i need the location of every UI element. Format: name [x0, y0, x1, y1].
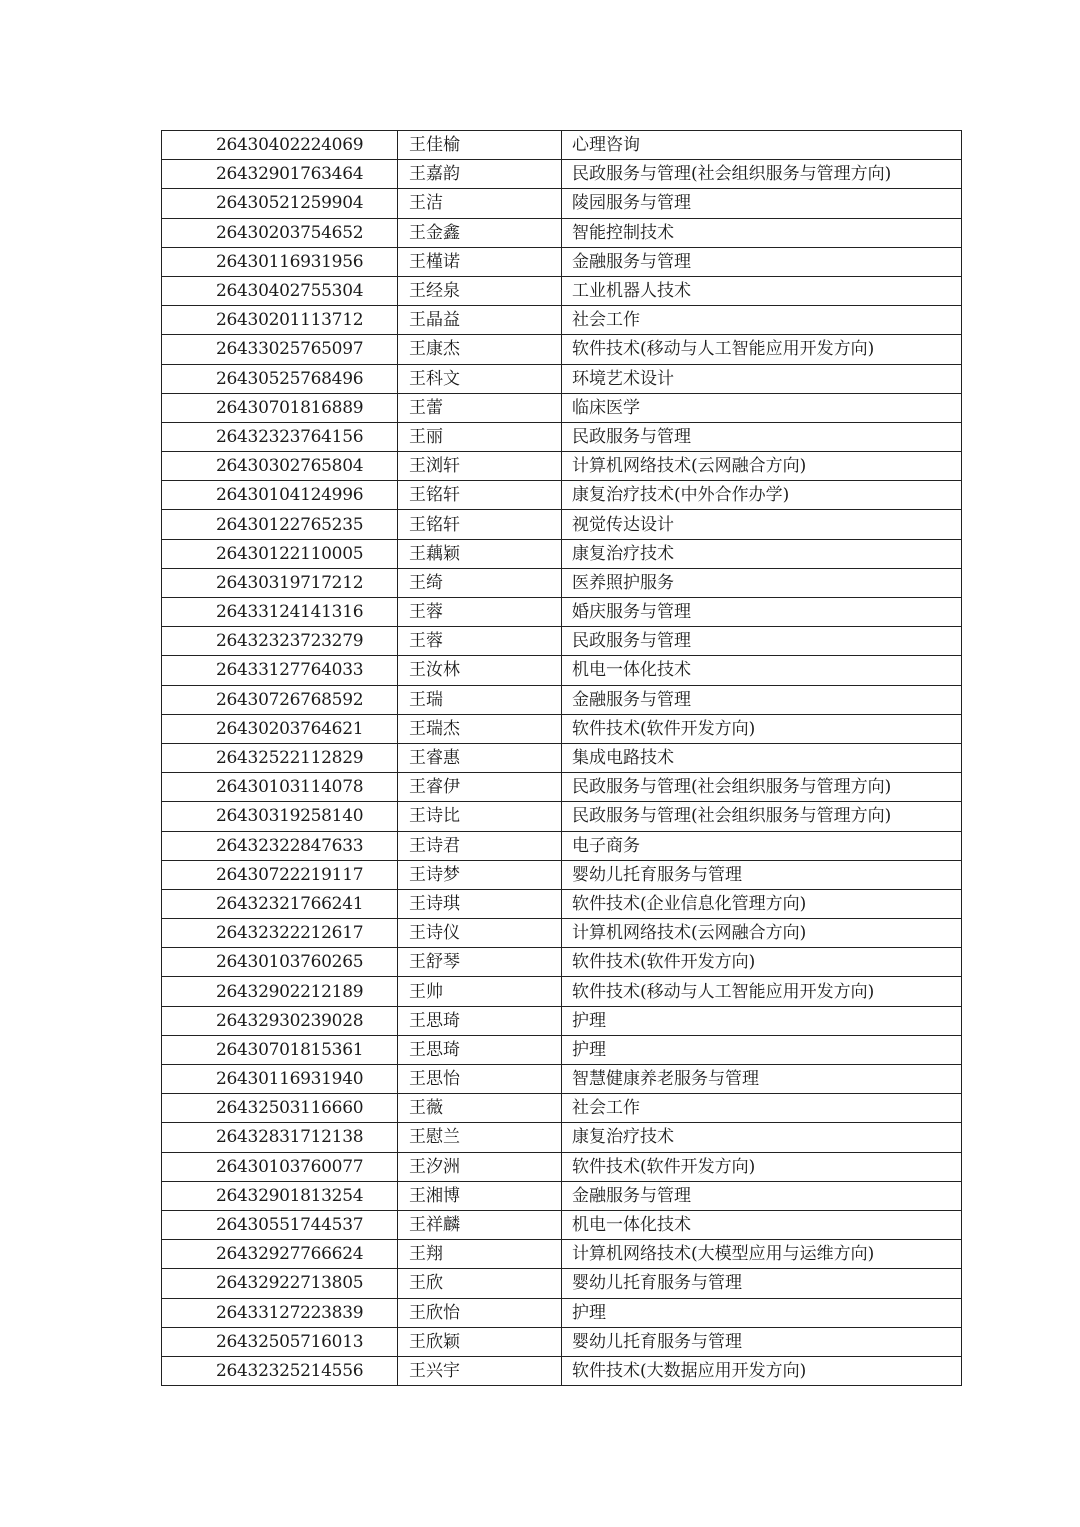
- student-name-cell: 王欣怡: [398, 1298, 562, 1327]
- exam-number-cell: 26430722219117: [162, 860, 398, 889]
- table-row: [162, 773, 962, 802]
- student-name-cell: 王嘉韵: [398, 160, 562, 189]
- major-cell: 民政服务与管理: [562, 627, 962, 656]
- table-row: [162, 1356, 962, 1385]
- student-name-cell: 王瑞杰: [398, 714, 562, 743]
- table-row: [162, 1210, 962, 1239]
- table-row: [162, 160, 962, 189]
- table-row: [162, 539, 962, 568]
- major-cell: 护理: [562, 1006, 962, 1035]
- student-name-cell: 王蓉: [398, 627, 562, 656]
- major-cell: 康复治疗技术: [562, 539, 962, 568]
- student-name-cell: 王舒琴: [398, 948, 562, 977]
- exam-number-cell: 26430701815361: [162, 1035, 398, 1064]
- student-name-cell: 王睿伊: [398, 773, 562, 802]
- major-cell: 民政服务与管理(社会组织服务与管理方向): [562, 773, 962, 802]
- table-row: [162, 802, 962, 831]
- student-name-cell: 王思琦: [398, 1006, 562, 1035]
- student-name-cell: 王蕾: [398, 393, 562, 422]
- exam-number-cell: 26432930239028: [162, 1006, 398, 1035]
- table-row: [162, 510, 962, 539]
- table-row: [162, 1298, 962, 1327]
- exam-number-cell: 26430116931940: [162, 1065, 398, 1094]
- major-cell: 环境艺术设计: [562, 364, 962, 393]
- major-cell: 康复治疗技术: [562, 1123, 962, 1152]
- exam-number-cell: 26430525768496: [162, 364, 398, 393]
- exam-number-cell: 26430122765235: [162, 510, 398, 539]
- student-name-cell: 王祥麟: [398, 1210, 562, 1239]
- table-row: [162, 218, 962, 247]
- student-name-cell: 王睿惠: [398, 743, 562, 772]
- exam-number-cell: 26430203764621: [162, 714, 398, 743]
- table-row: [162, 948, 962, 977]
- exam-number-cell: 26432322212617: [162, 919, 398, 948]
- exam-number-cell: 26430319258140: [162, 802, 398, 831]
- exam-number-cell: 26430551744537: [162, 1210, 398, 1239]
- exam-number-cell: 26433124141316: [162, 598, 398, 627]
- major-cell: 机电一体化技术: [562, 1210, 962, 1239]
- student-name-cell: 王汐洲: [398, 1152, 562, 1181]
- exam-number-cell: 26432522112829: [162, 743, 398, 772]
- exam-number-cell: 26430122110005: [162, 539, 398, 568]
- student-name-cell: 王湘博: [398, 1181, 562, 1210]
- exam-number-cell: 26430103760077: [162, 1152, 398, 1181]
- table-row: [162, 364, 962, 393]
- major-cell: 工业机器人技术: [562, 276, 962, 305]
- major-cell: 集成电路技术: [562, 743, 962, 772]
- table-row: [162, 1327, 962, 1356]
- table-row: [162, 977, 962, 1006]
- student-name-cell: 王金鑫: [398, 218, 562, 247]
- student-name-cell: 王佳榆: [398, 131, 562, 160]
- student-name-cell: 王诗仪: [398, 919, 562, 948]
- table-row: [162, 189, 962, 218]
- student-name-cell: 王诗比: [398, 802, 562, 831]
- exam-number-cell: 26433127764033: [162, 656, 398, 685]
- table-row: [162, 452, 962, 481]
- major-cell: 婴幼儿托育服务与管理: [562, 1327, 962, 1356]
- exam-number-cell: 26430701816889: [162, 393, 398, 422]
- exam-number-cell: 26430103114078: [162, 773, 398, 802]
- student-name-cell: 王丽: [398, 422, 562, 451]
- table-row: [162, 743, 962, 772]
- student-name-cell: 王藕颖: [398, 539, 562, 568]
- exam-number-cell: 26430203754652: [162, 218, 398, 247]
- roster-table: [161, 130, 962, 1386]
- major-cell: 婴幼儿托育服务与管理: [562, 1269, 962, 1298]
- student-name-cell: 王科文: [398, 364, 562, 393]
- table-row: [162, 335, 962, 364]
- student-name-cell: 王晶益: [398, 306, 562, 335]
- student-name-cell: 王槿诺: [398, 247, 562, 276]
- major-cell: 护理: [562, 1035, 962, 1064]
- table-row: [162, 627, 962, 656]
- student-name-cell: 王汝林: [398, 656, 562, 685]
- exam-number-cell: 26432503116660: [162, 1094, 398, 1123]
- major-cell: 软件技术(软件开发方向): [562, 714, 962, 743]
- major-cell: 软件技术(软件开发方向): [562, 1152, 962, 1181]
- table-row: [162, 568, 962, 597]
- table-row: [162, 422, 962, 451]
- major-cell: 临床医学: [562, 393, 962, 422]
- major-cell: 护理: [562, 1298, 962, 1327]
- major-cell: 软件技术(移动与人工智能应用开发方向): [562, 977, 962, 1006]
- major-cell: 软件技术(企业信息化管理方向): [562, 889, 962, 918]
- table-row: [162, 1094, 962, 1123]
- table-row: [162, 1152, 962, 1181]
- major-cell: 陵园服务与管理: [562, 189, 962, 218]
- exam-number-cell: 26430103760265: [162, 948, 398, 977]
- major-cell: 康复治疗技术(中外合作办学): [562, 481, 962, 510]
- exam-number-cell: 26432831712138: [162, 1123, 398, 1152]
- table-row: [162, 131, 962, 160]
- student-name-cell: 王薇: [398, 1094, 562, 1123]
- table-row: [162, 714, 962, 743]
- exam-number-cell: 26432902212189: [162, 977, 398, 1006]
- table-row: [162, 276, 962, 305]
- exam-number-cell: 26432321766241: [162, 889, 398, 918]
- student-name-cell: 王铭轩: [398, 510, 562, 539]
- exam-number-cell: 26430116931956: [162, 247, 398, 276]
- student-name-cell: 王诗梦: [398, 860, 562, 889]
- student-name-cell: 王浏轩: [398, 452, 562, 481]
- student-name-cell: 王欣颖: [398, 1327, 562, 1356]
- major-cell: 视觉传达设计: [562, 510, 962, 539]
- exam-number-cell: 26430319717212: [162, 568, 398, 597]
- major-cell: 软件技术(大数据应用开发方向): [562, 1356, 962, 1385]
- major-cell: 计算机网络技术(大模型应用与运维方向): [562, 1240, 962, 1269]
- exam-number-cell: 26432901813254: [162, 1181, 398, 1210]
- table-row: [162, 1123, 962, 1152]
- table-row: [162, 919, 962, 948]
- student-name-cell: 王绮: [398, 568, 562, 597]
- major-cell: 民政服务与管理(社会组织服务与管理方向): [562, 160, 962, 189]
- exam-number-cell: 26432323723279: [162, 627, 398, 656]
- major-cell: 金融服务与管理: [562, 685, 962, 714]
- major-cell: 计算机网络技术(云网融合方向): [562, 919, 962, 948]
- exam-number-cell: 26430402224069: [162, 131, 398, 160]
- major-cell: 软件技术(软件开发方向): [562, 948, 962, 977]
- exam-number-cell: 26433025765097: [162, 335, 398, 364]
- major-cell: 计算机网络技术(云网融合方向): [562, 452, 962, 481]
- exam-number-cell: 26432323764156: [162, 422, 398, 451]
- table-row: [162, 1006, 962, 1035]
- major-cell: 软件技术(移动与人工智能应用开发方向): [562, 335, 962, 364]
- table-row: [162, 1065, 962, 1094]
- exam-number-cell: 26430726768592: [162, 685, 398, 714]
- major-cell: 智能控制技术: [562, 218, 962, 247]
- student-name-cell: 王翔: [398, 1240, 562, 1269]
- table-row: [162, 247, 962, 276]
- table-row: [162, 656, 962, 685]
- major-cell: 智慧健康养老服务与管理: [562, 1065, 962, 1094]
- exam-number-cell: 26430302765804: [162, 452, 398, 481]
- major-cell: 社会工作: [562, 1094, 962, 1123]
- table-row: [162, 306, 962, 335]
- major-cell: 电子商务: [562, 831, 962, 860]
- student-name-cell: 王兴宇: [398, 1356, 562, 1385]
- table-row: [162, 1269, 962, 1298]
- major-cell: 民政服务与管理(社会组织服务与管理方向): [562, 802, 962, 831]
- table-row: [162, 481, 962, 510]
- student-name-cell: 王思怡: [398, 1065, 562, 1094]
- roster-table-body: [162, 131, 962, 1386]
- table-row: [162, 393, 962, 422]
- major-cell: 金融服务与管理: [562, 1181, 962, 1210]
- exam-number-cell: 26432922713805: [162, 1269, 398, 1298]
- exam-number-cell: 26432505716013: [162, 1327, 398, 1356]
- exam-number-cell: 26432325214556: [162, 1356, 398, 1385]
- table-row: [162, 598, 962, 627]
- student-name-cell: 王欣: [398, 1269, 562, 1298]
- student-name-cell: 王慰兰: [398, 1123, 562, 1152]
- student-name-cell: 王帅: [398, 977, 562, 1006]
- major-cell: 机电一体化技术: [562, 656, 962, 685]
- student-name-cell: 王铭轩: [398, 481, 562, 510]
- table-row: [162, 1240, 962, 1269]
- exam-number-cell: 26430521259904: [162, 189, 398, 218]
- student-name-cell: 王诗琪: [398, 889, 562, 918]
- student-name-cell: 王诗君: [398, 831, 562, 860]
- table-row: [162, 860, 962, 889]
- exam-number-cell: 26433127223839: [162, 1298, 398, 1327]
- student-name-cell: 王蓉: [398, 598, 562, 627]
- major-cell: 婚庆服务与管理: [562, 598, 962, 627]
- major-cell: 医养照护服务: [562, 568, 962, 597]
- table-row: [162, 1181, 962, 1210]
- student-name-cell: 王经泉: [398, 276, 562, 305]
- table-row: [162, 1035, 962, 1064]
- major-cell: 心理咨询: [562, 131, 962, 160]
- student-name-cell: 王洁: [398, 189, 562, 218]
- exam-number-cell: 26430402755304: [162, 276, 398, 305]
- student-name-cell: 王思琦: [398, 1035, 562, 1064]
- major-cell: 婴幼儿托育服务与管理: [562, 860, 962, 889]
- exam-number-cell: 26430104124996: [162, 481, 398, 510]
- exam-number-cell: 26432322847633: [162, 831, 398, 860]
- major-cell: 金融服务与管理: [562, 247, 962, 276]
- table-row: [162, 831, 962, 860]
- exam-number-cell: 26432901763464: [162, 160, 398, 189]
- major-cell: 民政服务与管理: [562, 422, 962, 451]
- student-name-cell: 王瑞: [398, 685, 562, 714]
- exam-number-cell: 26430201113712: [162, 306, 398, 335]
- student-name-cell: 王康杰: [398, 335, 562, 364]
- table-row: [162, 889, 962, 918]
- major-cell: 社会工作: [562, 306, 962, 335]
- table-row: [162, 685, 962, 714]
- exam-number-cell: 26432927766624: [162, 1240, 398, 1269]
